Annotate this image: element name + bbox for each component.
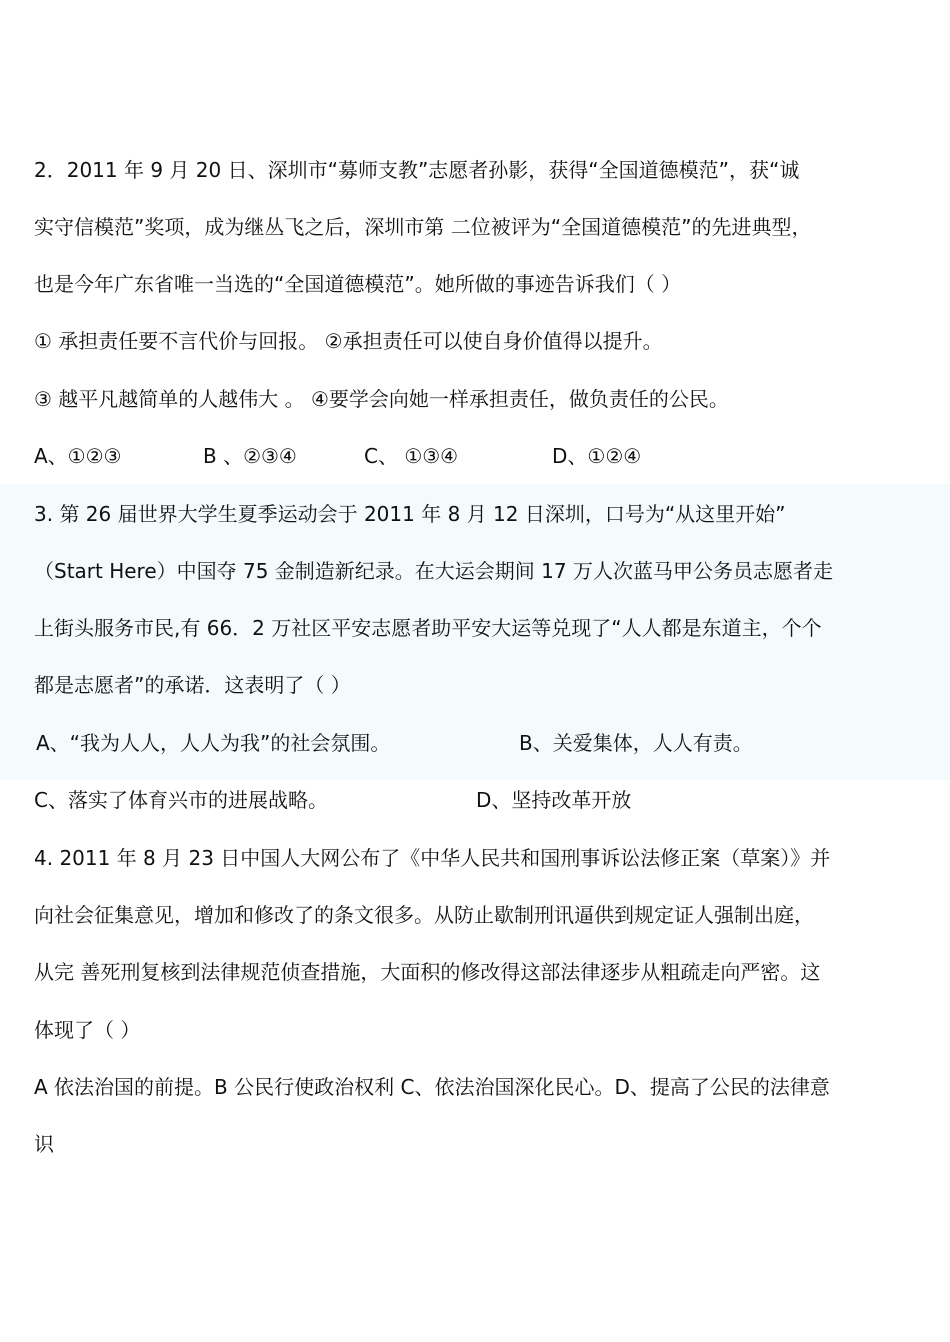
q2-option-d: D、①②④ <box>552 444 642 468</box>
q4-line-3: 从完 善死刑复核到法律规范侦查措施，大面积的修改得这部法律逐步从粗疏走向严密。这 <box>34 960 821 984</box>
q3-line-3: 上街头服务市民,有 66．2 万社区平安志愿者助平安大运等兑现了“人人都是东道主，个个 <box>34 616 822 640</box>
q3-option-d: D、坚持改革开放 <box>476 788 632 812</box>
q2-option-c: C、 ①③④ <box>364 444 459 468</box>
q4-line-2: 向社会征集意见，增加和修改了的条文很多。从防止歇制刑讯逼供到规定证人强制出庭， <box>34 903 814 927</box>
q4-options-line-wrap: 识 <box>34 1132 54 1156</box>
q2-line-2: 实守信模范”奖项，成为继丛飞之后，深圳市第 二位被评为“全国道德模范”的先进典型， <box>34 215 812 239</box>
q3-line-4: 都是志愿者”的承诺．这表明了（ ） <box>34 673 351 697</box>
q3-option-c: C、落实了体育兴市的进展战略。 <box>34 788 328 812</box>
q3-line-1: 3. 第 26 届世界大学生夏季运动会于 2011 年 8 月 12 日深圳，口号为“从这里开始” <box>34 502 786 526</box>
q4-options-line: A 依法治国的前提。B 公民行使政治权利 C、依法治国深化民心。D、提高了公民的法律意 <box>34 1075 830 1099</box>
q2-line-3: 也是今年广东省唯一当选的“全国道德模范”。她所做的事迹告诉我们（ ） <box>34 272 682 296</box>
q4-line-4: 体现了（ ） <box>34 1018 141 1042</box>
q3-option-b: B、关爱集体，人人有责。 <box>519 731 753 755</box>
q2-statement-1-2: ① 承担责任要不言代价与回报。 ②承担责任可以使自身价值得以提升。 <box>34 329 663 353</box>
q2-statement-3-4: ③ 越平凡越简单的人越伟大 。 ④要学会向她一样承担责任，做负责任的公民。 <box>34 387 729 411</box>
q2-option-b: B 、②③④ <box>203 444 297 468</box>
q3-option-a: A、“我为人人，人人为我”的社会氛围。 <box>36 731 391 755</box>
q4-line-1: 4. 2011 年 8 月 23 日中国人大网公布了《中华人民共和国刑事诉讼法修正案（草案）》并 <box>34 846 831 870</box>
q2-option-a: A、①②③ <box>34 444 122 468</box>
q3-line-2: （Start Here）中国夺 75 金制造新纪录。在大运会期间 17 万人次蓝马甲公务员志愿者走 <box>34 559 833 583</box>
q2-line-1: 2．2011 年 9 月 20 日、深圳市“募师支教”志愿者孙影，获得“全国道德模范”，获“诚 <box>34 158 800 182</box>
